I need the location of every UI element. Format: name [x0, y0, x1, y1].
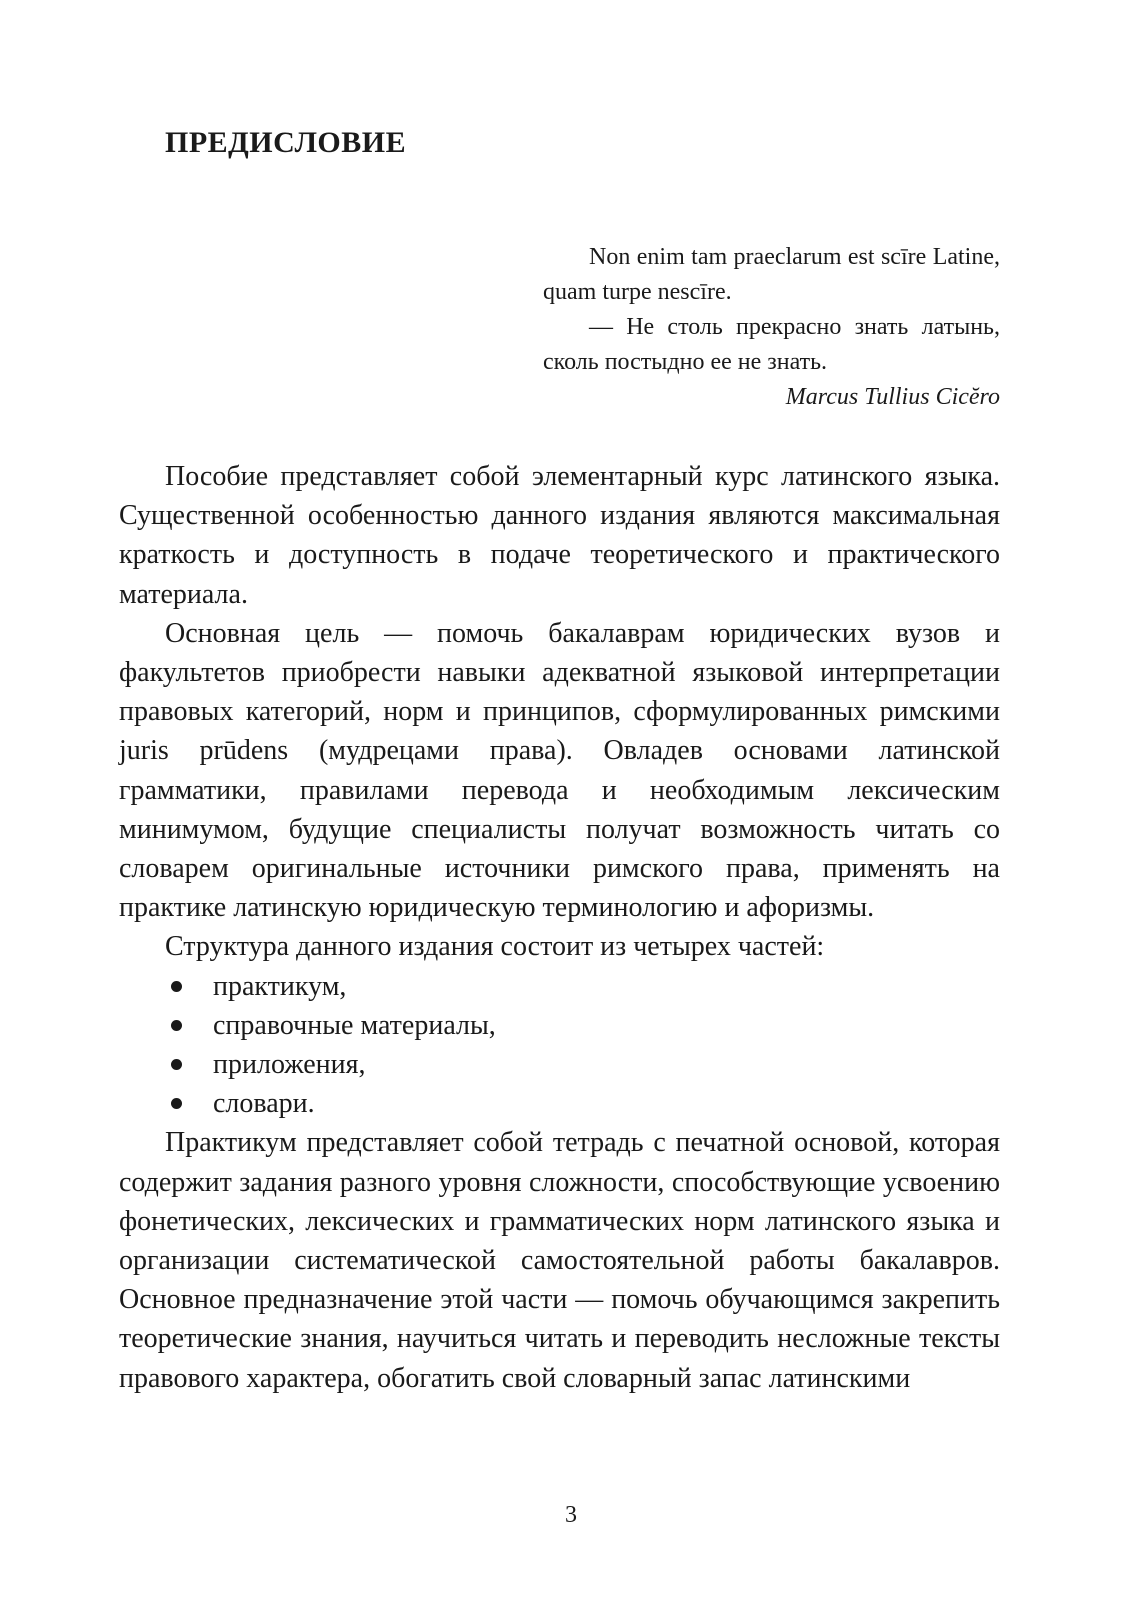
epigraph-author: Marcus Tullius Cicĕro	[785, 384, 1000, 410]
list-item	[119, 967, 1000, 1006]
list-item-label: словари.	[213, 1088, 315, 1120]
list-item	[119, 1045, 1000, 1084]
page-number: 3	[565, 1502, 577, 1528]
list-item	[119, 1084, 1000, 1123]
body-text	[119, 457, 1000, 1398]
paragraph-structure: Структура данного издания состоит из четырех частей:	[165, 931, 825, 963]
epigraph-translation: — Не столь прекрасно знать латынь, сколь постыдно ее не знать.	[543, 314, 1000, 375]
bullet-icon	[171, 1020, 182, 1031]
epigraph-latin: Non enim tam praeclarum est scīre Latine, quam turpe nescīre.	[543, 244, 1000, 305]
list-item-label: приложения,	[213, 1049, 366, 1081]
list-item-label: практикум,	[213, 970, 347, 1002]
list-item-label: справочные материалы,	[213, 1009, 496, 1041]
page-title: ПРЕДИСЛОВИЕ	[165, 126, 407, 159]
epigraph	[543, 240, 1000, 415]
parts-list	[119, 967, 1000, 1124]
bullet-icon	[171, 1059, 182, 1070]
bullet-icon	[171, 981, 182, 992]
paragraph-intro: Пособие представляет собой элементарный курс латинского языка. Существенной особенностью данного издания являются максимальная краткость и доступность в подаче теоретического и практического материала.	[119, 461, 1000, 610]
list-item	[119, 1006, 1000, 1045]
bullet-icon	[171, 1098, 182, 1109]
paragraph-goal: Основная цель — помочь бакалаврам юридических вузов и факультетов приобрести навыки адекватной языковой интерпретации правовых категорий, норм и принципов, сформулированных римскими juris prūdens (мудрецами права). Овладев основами латинской грамматики, правилами перевода и необходимым лексическим минимумом, будущие специалисты получат возможность читать со словарем оригинальные источники римского права, применять на практике латинскую юридическую терминологию и афоризмы.	[119, 617, 1000, 924]
paragraph-practicum: Практикум представляет собой тетрадь с печатной основой, которая содержит задания разного уровня сложности, способствующие усвоению фонетических, лексических и грамматических норм латинского языка и организации систематической самостоятельной работы бакалавров. Основное предназначение этой части — помочь обучающимся закрепить теоретические знания, научиться читать и переводить несложные тексты правового характера, обогатить свой словарный запас латинскими	[119, 1127, 1000, 1394]
